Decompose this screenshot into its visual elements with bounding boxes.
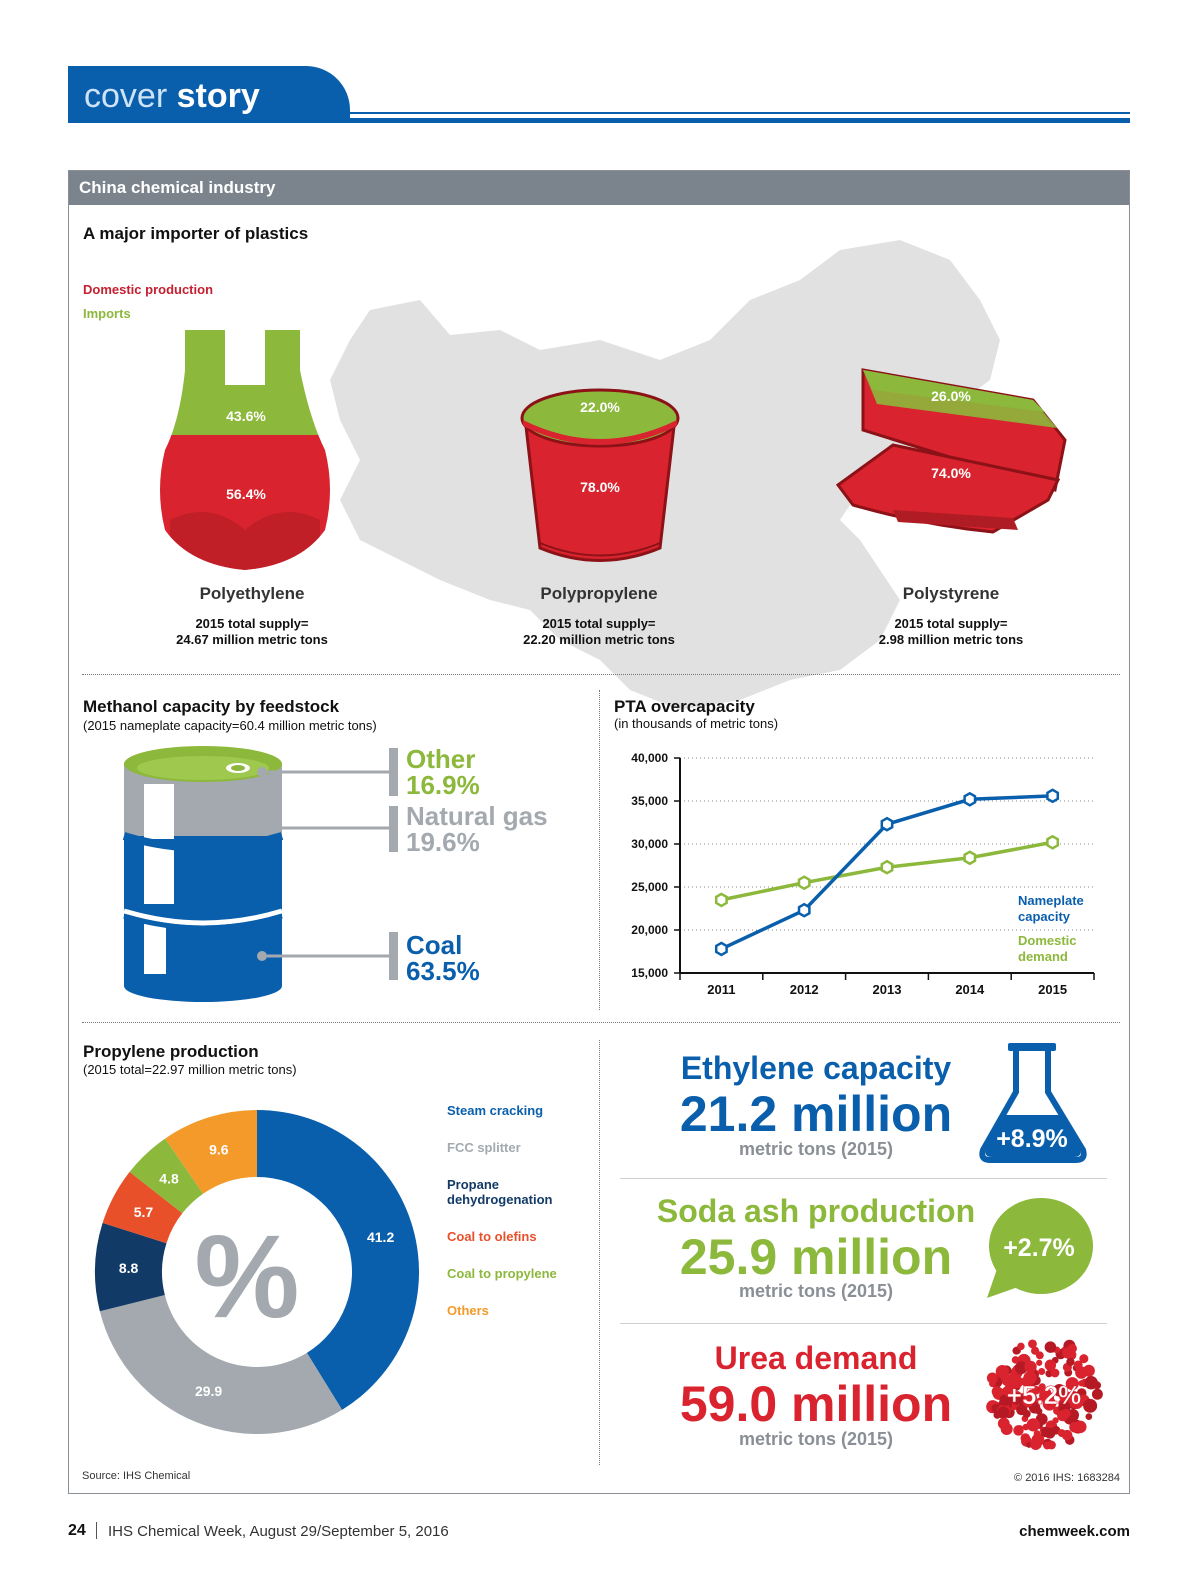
urea-granule: [1045, 1360, 1056, 1371]
urea-granule: [1036, 1360, 1042, 1366]
product-name-polystyrene: Polystyrene: [902, 584, 1000, 603]
pta-legend-demand: [1018, 933, 1077, 965]
copyright-note: © 2016 IHS: 1683284: [1014, 1472, 1120, 1484]
site-link[interactable]: chemweek.com: [1019, 1523, 1130, 1540]
pta-legend-nameplate-line2: capacity: [1018, 909, 1071, 924]
soda-change: +2.7%: [1003, 1234, 1075, 1262]
donut-label-coal-to-propylene: 4.8: [159, 1170, 179, 1187]
urea-granule: [989, 1380, 996, 1387]
percent-symbol: %: [194, 1211, 300, 1343]
urea-granule: [1030, 1439, 1041, 1450]
donut-label-steam-cracking: 41.2: [366, 1228, 395, 1245]
pta-point-demand: [882, 861, 892, 873]
page-number: 24: [68, 1522, 86, 1539]
urea-granules-icon: [983, 1332, 1105, 1454]
donut-label-fcc-splitter: 29.9: [194, 1383, 223, 1400]
urea-granule: [1038, 1368, 1045, 1375]
soda-unit: metric tons (2015): [738, 1281, 894, 1301]
polystyrene-supply: [801, 616, 1101, 648]
urea-granule: [1074, 1421, 1086, 1433]
urea-granule: [1041, 1427, 1048, 1434]
source-note: Source: IHS Chemical: [82, 1470, 191, 1482]
methanol-natural-gas-value: 19.6%: [406, 827, 480, 857]
urea-granule: [1023, 1424, 1030, 1431]
methanol-other-value: 16.9%: [406, 770, 480, 800]
plastics-title: A major importer of plastics: [83, 224, 309, 243]
urea-granule: [1027, 1418, 1040, 1431]
pta-point-nameplate: [882, 818, 892, 830]
soda-title: Soda ash production: [656, 1193, 976, 1229]
urea-change: +5.2%: [1006, 1380, 1082, 1410]
pta-point-demand: [965, 852, 975, 864]
methanol-natural-gas-name: Natural gas: [406, 801, 548, 831]
urea-granule: [1012, 1356, 1020, 1364]
urea-granule: [1066, 1358, 1074, 1366]
pta-legend-demand-line1: Domestic: [1018, 933, 1077, 948]
speech-bubble-icon: [983, 1194, 1095, 1304]
polyethylene-domestic-label: 56.4%: [226, 486, 266, 502]
pta-ytick-label: 35,000: [631, 794, 668, 808]
polypropylene-supply-line1: 2015 total supply=: [542, 616, 656, 631]
pta-line-chart: [610, 740, 1110, 1005]
divider-1: [82, 674, 1120, 675]
pta-legend-demand-line2: demand: [1018, 949, 1068, 964]
polypropylene-imports-label: 22.0%: [580, 399, 620, 415]
header-rule-thin: [350, 112, 1130, 114]
section-title: [84, 74, 260, 118]
urea-granule: [1047, 1441, 1056, 1450]
propylene-donut-chart: [90, 1110, 425, 1435]
urea-granule: [992, 1386, 1003, 1397]
polystyrene-supply-line1: 2015 total supply=: [894, 616, 1008, 631]
donut-label-others: 9.6: [209, 1141, 229, 1158]
polyethylene-supply-line2: 24.67 million metric tons: [176, 632, 328, 647]
urea-granule: [1074, 1361, 1083, 1370]
methanol-other: [406, 746, 480, 798]
section-title-story: story: [176, 77, 260, 115]
ethylene-unit: metric tons (2015): [738, 1139, 894, 1159]
propylene-subtitle: (2015 total=22.97 million metric tons): [83, 1062, 297, 1077]
pta-ytick-label: 30,000: [631, 837, 668, 851]
legend-others: Others: [447, 1303, 489, 1318]
methanol-leader-lines: [280, 744, 420, 1006]
publication-line: IHS Chemical Week, August 29/September 5, 2016: [108, 1523, 449, 1540]
product-name-polypropylene: Polypropylene: [540, 584, 658, 603]
urea-granule: [1062, 1430, 1073, 1441]
urea-granule: [1068, 1344, 1077, 1353]
urea-granule: [1013, 1425, 1023, 1435]
methanol-coal: [406, 932, 480, 984]
pta-point-demand: [1047, 836, 1057, 848]
product-name-polyethylene: Polyethylene: [199, 584, 305, 603]
urea-granule: [994, 1412, 1001, 1419]
pta-point-demand: [716, 894, 726, 906]
propylene-legend: [447, 1103, 557, 1318]
polypropylene-supply-line2: 22.20 million metric tons: [523, 632, 675, 647]
polyethylene-supply-line1: 2015 total supply=: [195, 616, 309, 631]
urea-granule: [1017, 1343, 1024, 1350]
section-title-cover: cover: [84, 77, 168, 115]
polystyrene-clamshell-icon: [833, 360, 1073, 540]
urea-granule: [1036, 1351, 1044, 1359]
pta-xtick-label: 2012: [789, 982, 819, 997]
ethylene-value: 21.2 million: [679, 1086, 953, 1142]
polypropylene-tub-icon: [515, 388, 685, 568]
legend-propane: Propane: [447, 1177, 500, 1192]
pta-subtitle: (in thousands of metric tons): [614, 716, 779, 731]
methanol-natural-gas: [406, 803, 548, 855]
polyethylene-imports-label: 43.6%: [226, 408, 266, 424]
ethylene-change: +8.9%: [996, 1125, 1068, 1153]
pta-legend-nameplate-line1: Nameplate: [1018, 893, 1084, 908]
polypropylene-domestic-label: 78.0%: [580, 479, 620, 495]
urea-unit: metric tons (2015): [738, 1429, 894, 1449]
pta-ytick-label: 40,000: [631, 751, 668, 765]
legend-imports: Imports: [83, 306, 131, 321]
polyethylene-supply: [102, 616, 402, 648]
legend-domestic: Domestic production: [83, 282, 214, 297]
pta-ytick-label: 25,000: [631, 880, 668, 894]
urea-title: Urea demand: [714, 1340, 918, 1376]
donut-label-coal-to-olefins: 5.7: [133, 1203, 154, 1220]
methanol-coal-name: Coal: [406, 930, 463, 960]
urea-granule: [1028, 1339, 1037, 1348]
divider-vertical-1: [599, 690, 600, 1010]
panel-title: China chemical industry: [69, 171, 1129, 205]
urea-granule: [1086, 1413, 1093, 1420]
pta-xtick-label: 2015: [1038, 982, 1068, 997]
urea-granule: [1021, 1433, 1031, 1443]
flask-icon: [978, 1040, 1088, 1164]
urea-granule: [998, 1418, 1010, 1430]
stat-divider-1: [620, 1178, 1107, 1179]
methanol-coal-value: 63.5%: [406, 956, 480, 986]
stat-divider-2: [620, 1323, 1107, 1324]
methanol-subtitle: (2015 nameplate capacity=60.4 million metric tons): [83, 718, 377, 733]
legend-dehydrogenation: dehydrogenation: [447, 1192, 553, 1207]
ethylene-title: Ethylene capacity: [680, 1050, 952, 1086]
urea-granule: [1057, 1410, 1068, 1421]
soda-value: 25.9 million: [679, 1229, 953, 1285]
urea-granule: [1092, 1389, 1103, 1400]
methanol-title: Methanol capacity by feedstock: [83, 697, 340, 716]
legend-steam-cracking: Steam cracking: [447, 1103, 544, 1118]
polyethylene-bag-icon: [150, 330, 340, 575]
urea-granule: [1093, 1381, 1101, 1389]
pta-title: PTA overcapacity: [614, 697, 755, 716]
propylene-title: Propylene production: [83, 1042, 259, 1061]
polystyrene-supply-line2: 2.98 million metric tons: [878, 632, 1024, 647]
pta-point-nameplate: [1047, 790, 1057, 802]
methanol-other-name: Other: [406, 744, 476, 774]
legend-coal-to-olefins: Coal to olefins: [447, 1229, 537, 1244]
pta-xtick-label: 2013: [872, 982, 902, 997]
polypropylene-supply: [449, 616, 749, 648]
legend-fcc-splitter: FCC splitter: [447, 1140, 521, 1155]
donut-label-propane-dehydrogenation: 8.8: [118, 1259, 139, 1276]
pta-point-nameplate: [799, 904, 809, 916]
pta-xtick-label: 2014: [955, 982, 985, 997]
pta-point-demand: [799, 877, 809, 889]
pta-point-nameplate: [716, 943, 726, 955]
pta-point-nameplate: [965, 793, 975, 805]
header-rule: [68, 118, 1130, 123]
pta-ytick-label: 15,000: [631, 966, 668, 980]
methanol-barrel-icon: [118, 744, 288, 1006]
footer-separator: [96, 1522, 97, 1539]
pta-ytick-label: 20,000: [631, 923, 668, 937]
urea-granule: [1083, 1399, 1097, 1413]
divider-2: [82, 1022, 1120, 1023]
divider-vertical-2: [599, 1040, 600, 1465]
legend-coal-to-propylene: Coal to propylene: [447, 1266, 557, 1281]
pta-legend-nameplate: [1018, 893, 1084, 925]
urea-value: 59.0 million: [679, 1376, 953, 1432]
polystyrene-imports-label: 26.0%: [931, 388, 971, 404]
pta-xtick-label: 2011: [707, 982, 736, 997]
polystyrene-domestic-label: 74.0%: [931, 465, 971, 481]
urea-granule: [1045, 1341, 1057, 1353]
